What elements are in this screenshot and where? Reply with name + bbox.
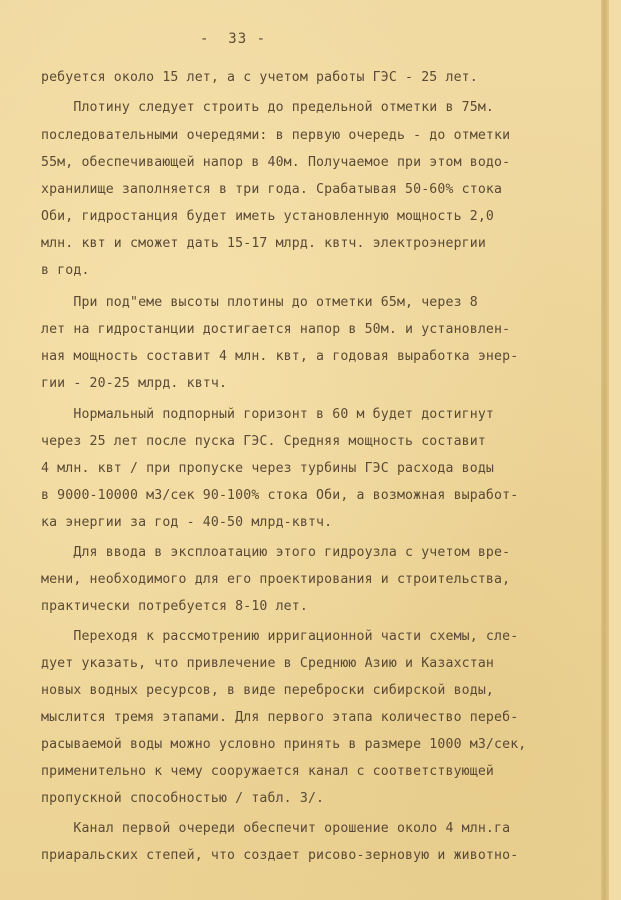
text-line: млн. квт и сможет дать 15-17 млрд. квтч. электроэнергии	[41, 236, 486, 251]
page-fold-edge	[601, 0, 609, 900]
text-line: через 25 лет после пуска ГЭС. Средняя мощность составит	[41, 434, 486, 449]
text-line: Канал первой очереди обеспечит орошение около 4 млн.га	[41, 821, 511, 836]
text-line: приаральских степей, что создает рисово-зерновую и животно-	[41, 848, 519, 863]
text-line: ная мощность составит 4 млн. квт, а годовая выработка энер-	[41, 349, 519, 364]
page-number: - 33 -	[200, 31, 267, 47]
text-line: Для ввода в эксплоатацию этого гидроузла с учетом вре-	[41, 545, 511, 560]
text-line: в год.	[41, 263, 90, 278]
text-line: Плотину следует строить до предельной отметки в 75м.	[41, 100, 495, 115]
text-line: дует указать, что привлечение в Среднюю Азию и Казахстан	[41, 656, 495, 671]
text-line: лет на гидростанции достигается напор в 50м. и установлен-	[41, 322, 511, 337]
text-line: Оби, гидростанция будет иметь установленную мощность 2,0	[41, 209, 495, 224]
text-line: расываемой воды можно условно принять в размере 1000 м3/сек,	[41, 737, 527, 752]
text-line: последовательными очередями: в первую очередь - до отметки	[41, 128, 511, 143]
text-line: ребуется около 15 лет, а с учетом работы ГЭС - 25 лет.	[41, 70, 478, 85]
text-line: мыслится тремя этапами. Для первого этапа количество переб-	[41, 710, 519, 725]
typewritten-body	[41, 0, 601, 863]
text-line: 4 млн. квт / при пропуске через турбины ГЭС расхода воды	[41, 461, 495, 476]
text-line: применительно к чему сооружается канал с соответствующей	[41, 764, 495, 779]
text-line: практически потребуется 8-10 лет.	[41, 599, 308, 614]
text-line: 55м, обеспечивающей напор в 40м. Получаемое при этом водо-	[41, 155, 511, 170]
text-line: Нормальный подпорный горизонт в 60 м будет достигнут	[41, 407, 495, 422]
text-line: ка энергии за год - 40-50 млрд-квтч.	[41, 515, 333, 530]
text-line: хранилище заполняется в три года. Срабатывая 50-60% стока	[41, 182, 503, 197]
text-line: мени, необходимого для его проектирования и строительства,	[41, 572, 511, 587]
text-line: Переходя к рассмотрению ирригационной части схемы, сле-	[41, 629, 519, 644]
text-line: гии - 20-25 млрд. квтч.	[41, 376, 228, 391]
text-line: При под"еме высоты плотины до отметки 65м, через 8	[41, 295, 478, 310]
text-line: в 9000-10000 м3/сек 90-100% стока Оби, а возможная выработ-	[41, 488, 519, 503]
text-line: новых водных ресурсов, в виде переброски сибирской воды,	[41, 683, 495, 698]
page-margin-strip	[609, 0, 621, 900]
text-line: пропускной способностью / табл. 3/.	[41, 791, 325, 806]
